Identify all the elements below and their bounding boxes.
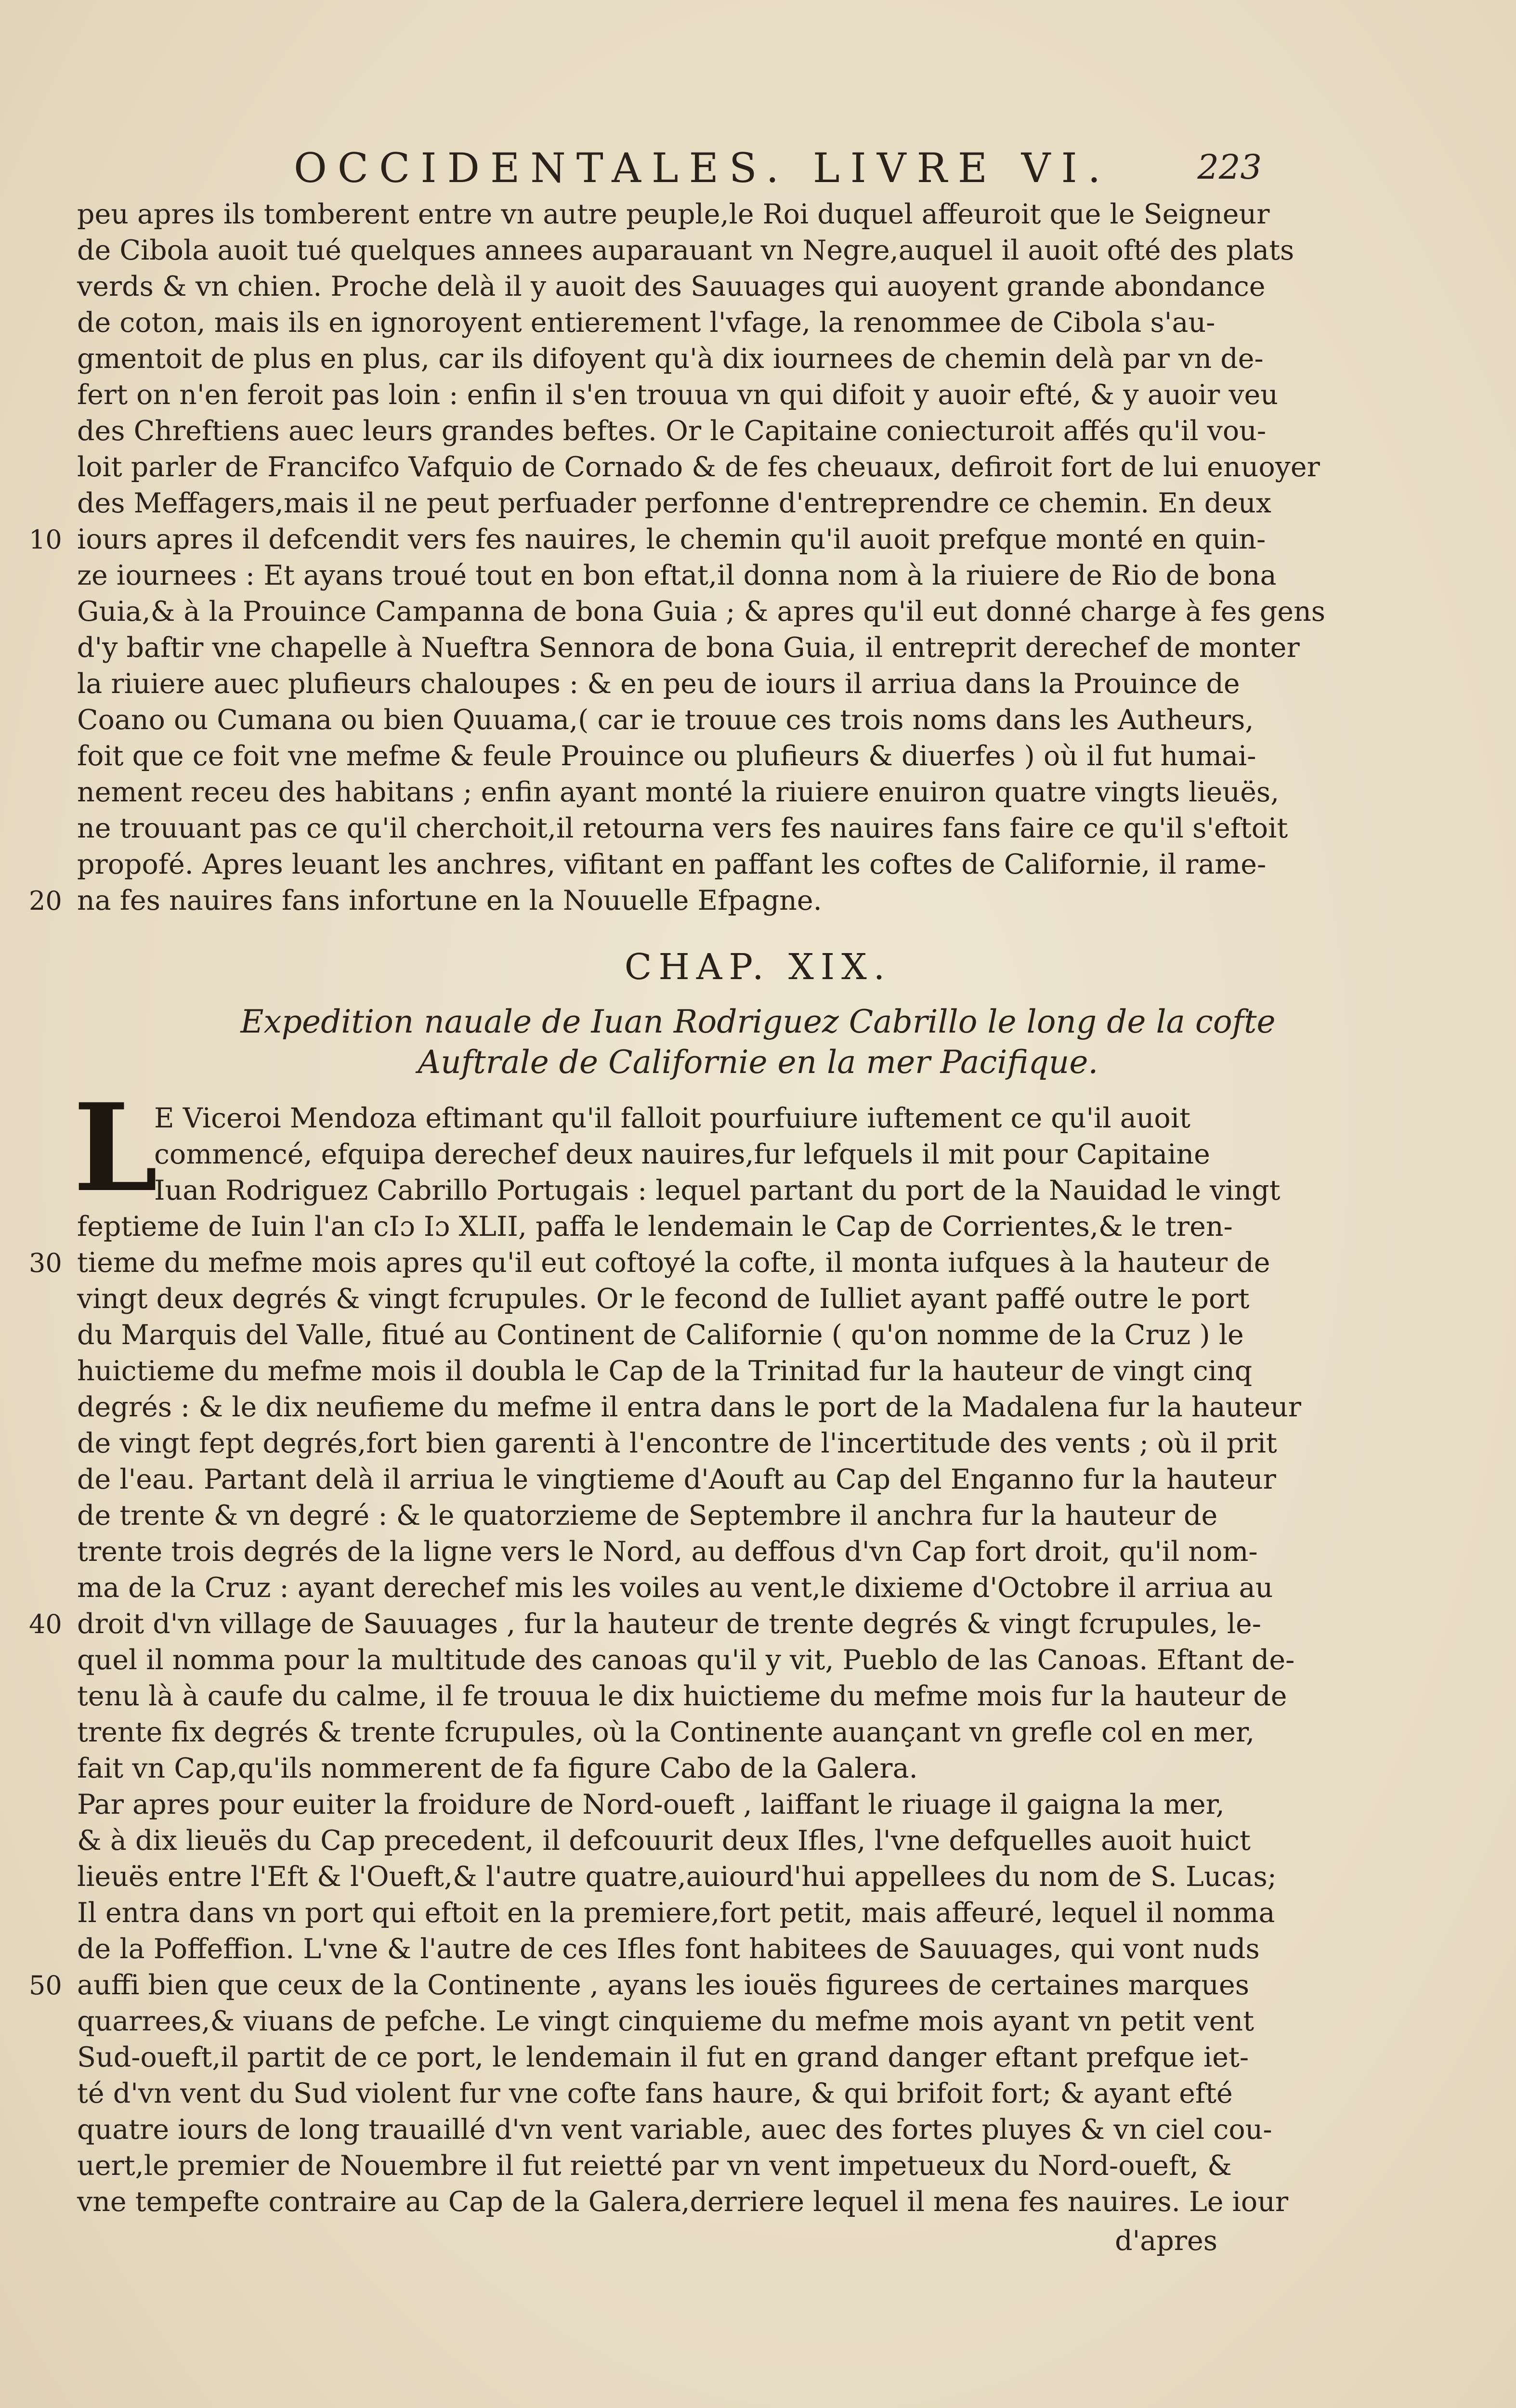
line-number: 30 bbox=[29, 1248, 62, 1278]
line-text: lieuës entre l'Eft & l'Oueft,& l'autre quatre,auiourd'hui appellees du nom de S. Lucas; bbox=[77, 1861, 1277, 1893]
line-text: té d'vn vent du Sud violent fur vne cofte fans haure, & qui brifoit fort; & ayant efté bbox=[77, 2078, 1233, 2109]
text-line bbox=[77, 269, 1276, 305]
line-text: iours apres il defcendit vers fes nauires, le chemin qu'il auoit prefque monté en quin- bbox=[77, 523, 1266, 555]
chapter-subtitle-line-2: Auftrale de Californie en la mer Pacifique. bbox=[418, 1044, 1098, 1081]
text-line bbox=[77, 1751, 1276, 1787]
text-line bbox=[77, 774, 1280, 811]
text-line bbox=[77, 2112, 1276, 2148]
line-text: de trente & vn degré : & le quatorzieme de Septembre il anchra fur la hauteur de bbox=[77, 1500, 1218, 1531]
line-text: trente trois degrés de la ligne vers le Nord, au deffous d'vn Cap fort droit, qu'il nom- bbox=[77, 1536, 1258, 1568]
text-line bbox=[77, 341, 1276, 377]
text-line bbox=[77, 305, 1276, 341]
line-text: vne tempefte contraire au Cap de la Galera,derriere lequel il mena fes nauires. Le iour bbox=[77, 2186, 1289, 2218]
text-line bbox=[77, 558, 1276, 594]
text-line bbox=[154, 1173, 1281, 1209]
text-line bbox=[77, 1931, 1276, 1967]
text-line bbox=[77, 594, 1326, 630]
text-line bbox=[77, 233, 1294, 269]
drop-cap: L bbox=[73, 1077, 158, 1218]
line-text: propofé. Apres leuant les anchres, vifitant en paffant les coftes de Californie, il rame- bbox=[77, 849, 1267, 880]
text-line bbox=[77, 196, 1276, 233]
line-text: verds & vn chien. Proche delà il y auoit des Sauuages qui auoyent grande abondance bbox=[77, 271, 1266, 302]
line-text: Iuan Rodriguez Cabrillo Portugais : lequel partant du port de la Nauidad le vingt bbox=[154, 1175, 1281, 1206]
line-text: trente fix degrés & trente fcrupules, où la Continente auançant vn grefle col en mer, bbox=[77, 1716, 1255, 1748]
line-text: ne trouuant pas ce qu'il cherchoit,il retourna vers fes nauires fans faire ce qu'il s'eftoit bbox=[77, 812, 1288, 844]
line-text: feptieme de Iuin l'an cIɔ Iɔ XLII, paffa le lendemain le Cap de Corrientes,& le tren- bbox=[77, 1211, 1233, 1243]
text-line bbox=[77, 811, 1288, 847]
text-line bbox=[77, 2148, 1276, 2184]
line-text: uert,le premier de Nouembre il fut reietté par vn vent impetueux du Nord-oueft, & bbox=[77, 2150, 1232, 2182]
text-line bbox=[77, 1642, 1295, 1678]
line-text: Par apres pour euiter la froidure de Nord-oueft , laiffant le riuage il gaigna la mer, bbox=[77, 1789, 1225, 1820]
text-line bbox=[77, 2040, 1276, 2076]
text-line bbox=[29, 1245, 1276, 1281]
text-line bbox=[77, 1678, 1287, 1714]
line-number: 50 bbox=[29, 1970, 62, 2001]
text-line bbox=[77, 1570, 1276, 1606]
line-text: foit que ce foit vne mefme & feule Prouince ou plufieurs & diuerfes ) où il fut humai- bbox=[77, 740, 1256, 772]
chapter-body bbox=[29, 1209, 1301, 2220]
line-text: la riuiere auec plufieurs chaloupes : & en peu de iours il arriua dans la Prouince de bbox=[77, 668, 1240, 700]
line-text: droit d'vn village de Sauuages , fur la hauteur de trente degrés & vingt fcrupules, le- bbox=[77, 1608, 1262, 1640]
text-line bbox=[77, 1317, 1276, 1353]
line-text: de l'eau. Partant delà il arriua le vingtieme d'Aouft au Cap del Enganno fur la hauteur bbox=[77, 1464, 1276, 1495]
line-text: de la Poffeffion. L'vne & l'autre de ces Ifles font habitees de Sauuages, qui vont nuds bbox=[77, 1933, 1260, 1965]
text-line bbox=[77, 377, 1276, 413]
text-line bbox=[77, 1426, 1276, 1462]
line-text: auffi bien que ceux de la Continente , ayans les iouës figurees de certaines marques bbox=[77, 1969, 1249, 2001]
text-line bbox=[29, 883, 1276, 919]
text-line bbox=[77, 1859, 1276, 1895]
running-header bbox=[294, 144, 1262, 197]
text-line bbox=[77, 1498, 1276, 1534]
text-line bbox=[29, 1606, 1276, 1642]
text-line bbox=[77, 1787, 1276, 1823]
text-line bbox=[77, 1714, 1276, 1751]
line-number: 40 bbox=[29, 1609, 62, 1639]
line-text: tenu là à caufe du calme, il fe trouua le dix huictieme du mefme mois fur la hauteur de bbox=[77, 1680, 1287, 1712]
line-text: vingt deux degrés & vingt fcrupules. Or le fecond de Iulliet ayant paffé outre le port bbox=[77, 1283, 1250, 1315]
line-text: & à dix lieuës du Cap precedent, il defcouurit deux Ifles, l'vne defquelles auoit huict bbox=[77, 1825, 1251, 1857]
line-text: na fes nauires fans infortune en la Nouuelle Efpagne. bbox=[77, 885, 822, 916]
line-text: Sud-oueft,il partit de ce port, le lendemain il fut en grand danger eftant prefque iet- bbox=[77, 2042, 1249, 2073]
text-line bbox=[77, 1895, 1276, 1931]
text-line bbox=[77, 2184, 1289, 2220]
line-text: ma de la Cruz : ayant derechef mis les voiles au vent,le dixieme d'Octobre il arriua au bbox=[77, 1572, 1273, 1604]
line-text: loit parler de Francifco Vafquio de Cornado & de fes cheuaux, defiroit fort de lui enuoyer bbox=[77, 451, 1320, 483]
text-line bbox=[154, 1137, 1276, 1173]
chapter-subtitle bbox=[0, 1002, 1516, 1083]
line-text: commencé, efquipa derechef deux nauires,fur lefquels il mit pour Capitaine bbox=[154, 1139, 1210, 1170]
page-number: 223 bbox=[1197, 147, 1262, 187]
text-line bbox=[77, 1209, 1276, 1245]
line-text: nement receu des habitans ; enfin ayant monté la riuiere enuiron quatre vingts lieuës, bbox=[77, 776, 1280, 808]
text-line bbox=[77, 485, 1276, 522]
line-text: tieme du mefme mois apres qu'il eut coftoyé la cofte, il monta iufques à la hauteur de bbox=[77, 1247, 1270, 1279]
text-line bbox=[77, 847, 1276, 883]
line-text: degrés : & le dix neufieme du mefme il entra dans le port de la Madalena fur la hauteur bbox=[77, 1391, 1301, 1423]
line-number: 20 bbox=[29, 886, 62, 916]
running-title: OCCIDENTALES. LIVRE VI. bbox=[294, 144, 1111, 192]
line-text: de Cibola auoit tué quelques annees auparauant vn Negre,auquel il auoit ofté des plats bbox=[77, 235, 1294, 266]
line-text: quatre iours de long trauaillé d'vn vent variable, auec des fortes pluyes & vn ciel cou- bbox=[77, 2114, 1272, 2146]
line-number: 10 bbox=[29, 524, 62, 555]
text-line bbox=[77, 666, 1276, 702]
text-line bbox=[29, 522, 1276, 558]
text-line bbox=[29, 1967, 1276, 2003]
line-text: de vingt fept degrés,fort bien garenti à l'encontre de l'incertitude des vents ; où il prit bbox=[77, 1427, 1277, 1459]
text-line bbox=[77, 449, 1320, 485]
text-line bbox=[77, 1534, 1276, 1570]
text-line bbox=[77, 1281, 1276, 1317]
text-line bbox=[77, 1823, 1276, 1859]
line-text: huictieme du mefme mois il doubla le Cap de la Trinitad fur la hauteur de vingt cinq bbox=[77, 1355, 1253, 1387]
line-text: Il entra dans vn port qui eftoit en la premiere,fort petit, mais affeuré, lequel il nomma bbox=[77, 1897, 1275, 1929]
line-text: fait vn Cap,qu'ils nommerent de fa figure Cabo de la Galera. bbox=[77, 1753, 918, 1784]
text-line bbox=[77, 413, 1276, 449]
text-line bbox=[77, 702, 1276, 738]
text-line bbox=[77, 630, 1300, 666]
text-line bbox=[77, 1389, 1301, 1426]
chapter-heading: CHAP. XIX. bbox=[624, 946, 892, 988]
line-text: Coano ou Cumana ou bien Quuama,( car ie trouue ces trois noms dans les Autheurs, bbox=[77, 704, 1254, 736]
line-text: de coton, mais ils en ignoroyent entierement l'vfage, la renommee de Cibola s'au- bbox=[77, 307, 1215, 339]
text-line bbox=[77, 2076, 1276, 2112]
line-text: quel il nomma pour la multitude des canoas qu'il y vit, Pueblo de las Canoas. Eftant de- bbox=[77, 1644, 1295, 1676]
line-text: peu apres ils tomberent entre vn autre peuple,le Roi duquel affeuroit que le Seigneur bbox=[77, 198, 1270, 230]
catchword: d'apres bbox=[1115, 2225, 1217, 2257]
line-text: E Viceroi Mendoza eftimant qu'il falloit pourfuiure iuftement ce qu'il auoit bbox=[154, 1102, 1190, 1134]
chapter-subtitle-line-1: Expedition nauale de Iuan Rodriguez Cabrillo le long de la cofte bbox=[240, 1003, 1276, 1040]
text-line bbox=[77, 738, 1276, 774]
chapter-opening-lines bbox=[154, 1100, 1281, 1209]
line-text: des Meffagers,mais il ne peut perfuader perfonne d'entreprendre ce chemin. En deux bbox=[77, 487, 1271, 519]
text-line bbox=[77, 2003, 1276, 2040]
line-text: ze iournees : Et ayans troué tout en bon eftat,il donna nom à la riuiere de Rio de bona bbox=[77, 560, 1277, 591]
line-text: Guia,& à la Prouince Campanna de bona Guia ; & apres qu'il eut donné charge à fes gens bbox=[77, 596, 1326, 628]
line-text: d'y baftir vne chapelle à Nueftra Sennora de bona Guia, il entreprit derechef de monter bbox=[77, 632, 1300, 664]
top-paragraph bbox=[29, 196, 1326, 919]
line-text: gmentoit de plus en plus, car ils difoyent qu'à dix iournees de chemin delà par vn de- bbox=[77, 343, 1264, 375]
text-line bbox=[77, 1353, 1276, 1389]
text-line bbox=[77, 1462, 1276, 1498]
line-text: fert on n'en feroit pas loin : enfin il s'en trouua vn qui difoit y auoir efté, & y auoir veu bbox=[77, 379, 1278, 411]
text-line bbox=[154, 1100, 1276, 1137]
line-text: du Marquis del Valle, fitué au Continent de Californie ( qu'on nomme de la Cruz ) le bbox=[77, 1319, 1244, 1351]
line-text: des Chreftiens auec leurs grandes beftes. Or le Capitaine coniecturoit affés qu'il vou- bbox=[77, 415, 1267, 447]
line-text: quarrees,& viuans de pefche. Le vingt cinquieme du mefme mois ayant vn petit vent bbox=[77, 2005, 1255, 2037]
